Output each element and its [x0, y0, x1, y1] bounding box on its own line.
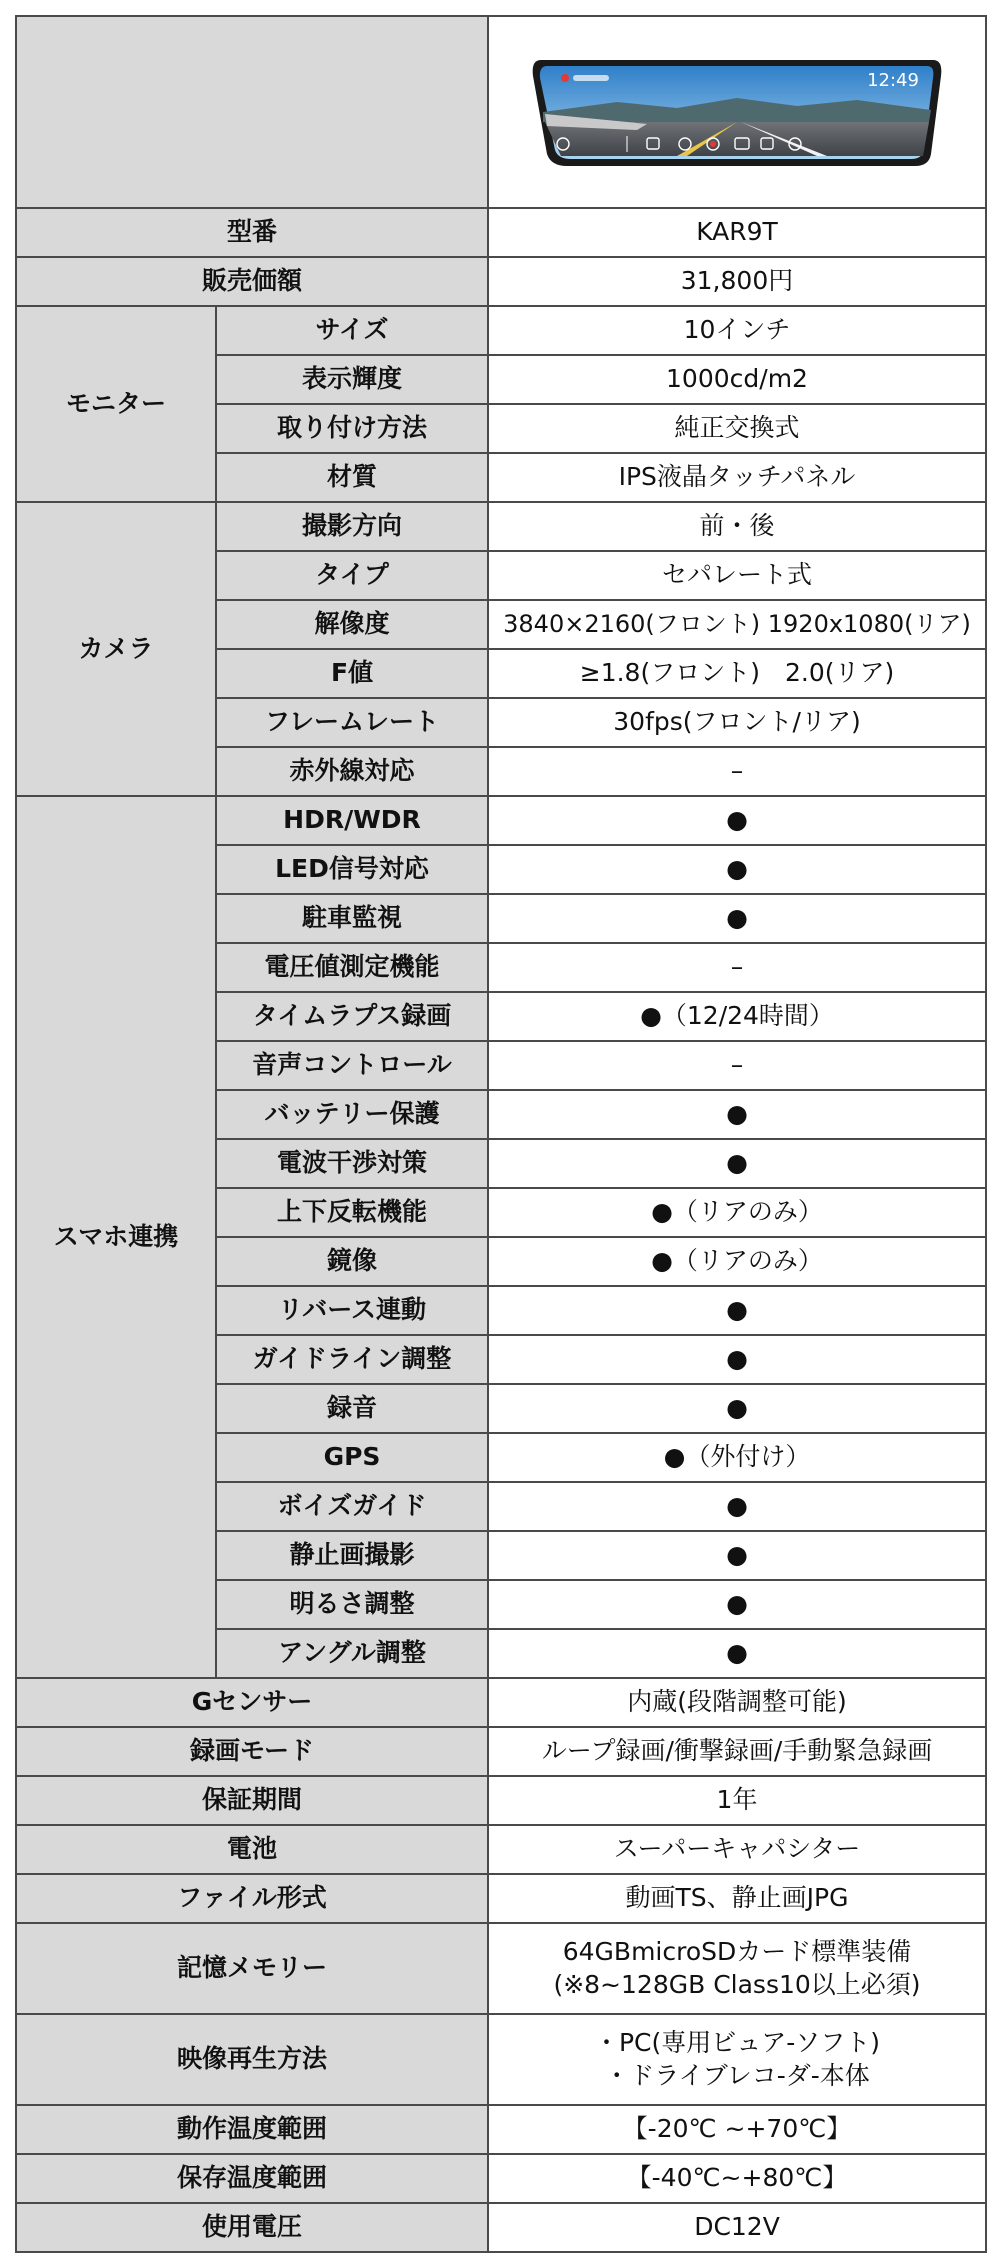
spec-label: GPS	[216, 1433, 488, 1482]
spec-label: タイプ	[216, 551, 488, 600]
spec-value: 1年	[488, 1776, 986, 1825]
group-smartphone: スマホ連携	[16, 796, 216, 1678]
spec-label: ファイル形式	[16, 1874, 488, 1923]
spec-value: ●	[488, 1139, 986, 1188]
model-label: 型番	[16, 208, 488, 257]
spec-label: 音声コントロール	[216, 1041, 488, 1090]
spec-label: 静止画撮影	[216, 1531, 488, 1580]
playback-value	[488, 2014, 986, 2105]
spec-value: ●	[488, 1090, 986, 1139]
spec-label: 動作温度範囲	[16, 2105, 488, 2154]
spec-label: タイムラプス録画	[216, 992, 488, 1041]
spec-label: バッテリー保護	[216, 1090, 488, 1139]
spec-label: 電波干渉対策	[216, 1139, 488, 1188]
mirror-clock: 12:49	[867, 70, 919, 91]
price-label: 販売価額	[16, 257, 488, 306]
spec-value: –	[488, 747, 986, 796]
spec-value: ●	[488, 796, 986, 845]
spec-label: HDR/WDR	[216, 796, 488, 845]
spec-value: 10インチ	[488, 306, 986, 355]
spec-label: LED信号対応	[216, 845, 488, 894]
spec-label: 鏡像	[216, 1237, 488, 1286]
playback-label: 映像再生方法	[16, 2014, 488, 2105]
spec-value: DC12V	[488, 2203, 986, 2252]
mirror-dashcam-image	[527, 52, 947, 172]
spec-value: 30fps(フロント/リア)	[488, 698, 986, 747]
memory-line-2: (※8~128GB Class10以上必須)	[553, 1969, 921, 1999]
spec-value: 【-20℃ ~+70℃】	[488, 2105, 986, 2154]
spec-label: 保存温度範囲	[16, 2154, 488, 2203]
image-label-cell	[16, 16, 488, 208]
spec-label: 撮影方向	[216, 502, 488, 551]
spec-label: 電圧値測定機能	[216, 943, 488, 992]
spec-label: 取り付け方法	[216, 404, 488, 453]
spec-value: 内蔵(段階調整可能)	[488, 1678, 986, 1727]
spec-label: Gセンサー	[16, 1678, 488, 1727]
playback-line-1: ・PC(専用ビュア-ソフト)	[593, 2028, 881, 2057]
spec-label: サイズ	[216, 306, 488, 355]
spec-value: 動画TS、静止画JPG	[488, 1874, 986, 1923]
spec-value: ループ録画/衝撃録画/手動緊急録画	[488, 1727, 986, 1776]
spec-value: ●（12/24時間）	[488, 992, 986, 1041]
spec-table	[15, 15, 987, 2253]
spec-label: F値	[216, 649, 488, 698]
spec-value: –	[488, 943, 986, 992]
spec-value: ●（外付け）	[488, 1433, 986, 1482]
spec-value: 3840×2160(フロント) 1920x1080(リア)	[488, 600, 986, 649]
spec-value: 【-40℃~+80℃】	[488, 2154, 986, 2203]
spec-label: ボイズガイド	[216, 1482, 488, 1531]
spec-label: 電池	[16, 1825, 488, 1874]
spec-value: ●	[488, 1482, 986, 1531]
group-camera: カメラ	[16, 502, 216, 796]
spec-value: 純正交換式	[488, 404, 986, 453]
spec-label: 赤外線対応	[216, 747, 488, 796]
spec-label: 材質	[216, 453, 488, 502]
spec-value: ●（リアのみ）	[488, 1188, 986, 1237]
spec-value: ●	[488, 1335, 986, 1384]
spec-value: ●	[488, 1629, 986, 1678]
spec-label: 駐車監視	[216, 894, 488, 943]
memory-value	[488, 1923, 986, 2014]
spec-value: ●	[488, 1531, 986, 1580]
price-value: 31,800円	[488, 257, 986, 306]
memory-label: 記憶メモリー	[16, 1923, 488, 2014]
spec-label: 録音	[216, 1384, 488, 1433]
spec-value: ≥1.8(フロント) 2.0(リア)	[488, 649, 986, 698]
spec-value: ●	[488, 1580, 986, 1629]
spec-value: ●	[488, 1384, 986, 1433]
spec-value: –	[488, 1041, 986, 1090]
spec-value: 1000cd/m2	[488, 355, 986, 404]
spec-label: アングル調整	[216, 1629, 488, 1678]
spec-label: ガイドライン調整	[216, 1335, 488, 1384]
spec-value: セパレート式	[488, 551, 986, 600]
group-monitor: モニター	[16, 306, 216, 502]
product-image-cell	[488, 16, 986, 208]
spec-value: 前・後	[488, 502, 986, 551]
spec-label: フレームレート	[216, 698, 488, 747]
spec-label: 解像度	[216, 600, 488, 649]
spec-value: ●	[488, 845, 986, 894]
spec-value: ●	[488, 1286, 986, 1335]
spec-label: 明るさ調整	[216, 1580, 488, 1629]
memory-line-1: 64GBmicroSDカード標準装備	[562, 1937, 912, 1966]
spec-value: ●	[488, 894, 986, 943]
spec-label: 録画モード	[16, 1727, 488, 1776]
spec-label: 保証期間	[16, 1776, 488, 1825]
spec-label: 使用電圧	[16, 2203, 488, 2252]
spec-label: 表示輝度	[216, 355, 488, 404]
model-value: KAR9T	[488, 208, 986, 257]
spec-value: スーパーキャパシター	[488, 1825, 986, 1874]
spec-label: 上下反転機能	[216, 1188, 488, 1237]
spec-value: ●（リアのみ）	[488, 1237, 986, 1286]
spec-label: リバース連動	[216, 1286, 488, 1335]
spec-value: IPS液晶タッチパネル	[488, 453, 986, 502]
playback-line-2: ・ドライブレコ-ダ-本体	[604, 2060, 870, 2090]
